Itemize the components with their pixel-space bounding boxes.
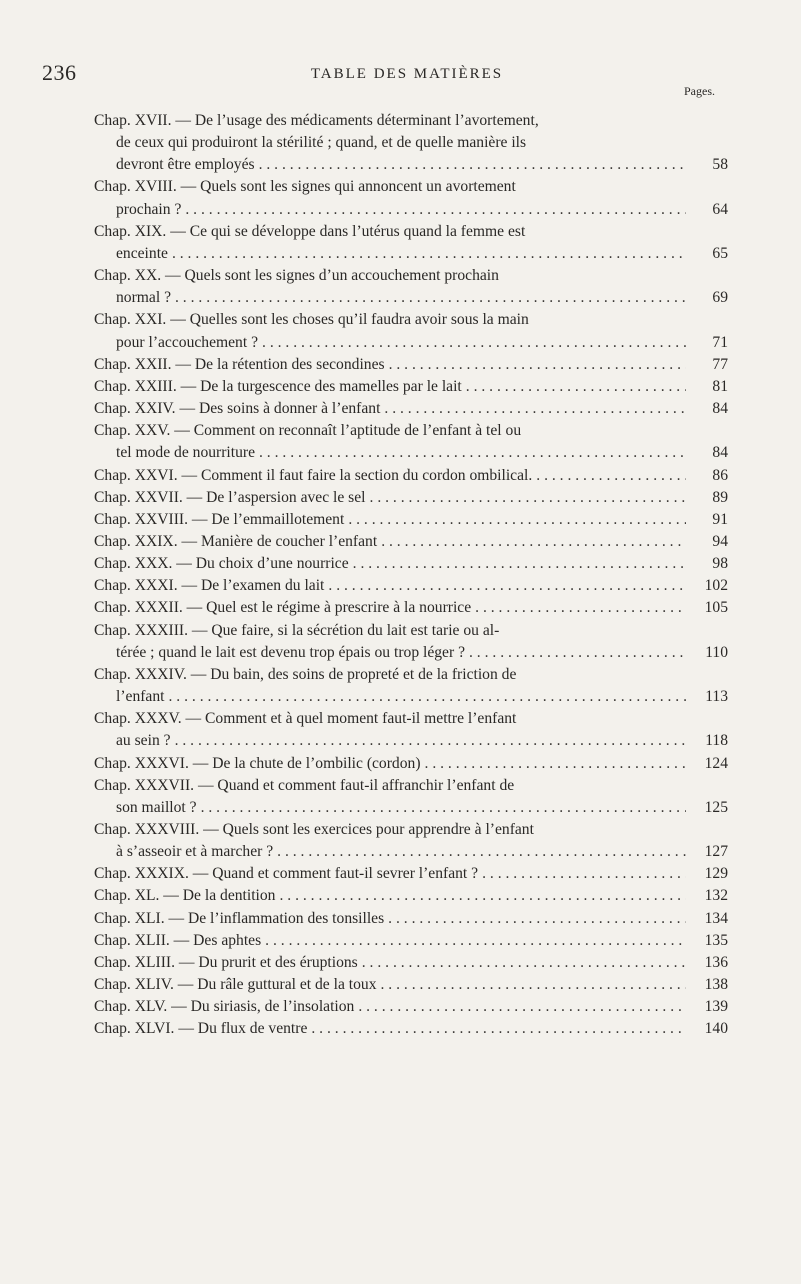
dot-leader	[175, 287, 686, 309]
toc-entry-title-line	[94, 376, 690, 398]
dot-leader	[536, 465, 686, 487]
toc-entry-title-line	[94, 509, 690, 531]
toc-entry-title-line	[94, 531, 690, 553]
running-title: TABLE DES MATIÈRES	[310, 66, 504, 82]
toc-page-number: 132	[704, 887, 728, 905]
toc-entry-title: Chap. XXVI. — Comment il faut faire la section du cordon ombilical.	[94, 466, 533, 484]
toc-entry	[94, 376, 728, 398]
toc-page-number: 71	[712, 333, 728, 351]
toc-entry-title: Chap. XLV. — Du siriasis, de l’insolation	[94, 998, 355, 1016]
dot-leader	[469, 642, 686, 664]
toc-entry	[94, 176, 728, 220]
toc-page-number: 134	[704, 909, 728, 927]
toc-entry-title-line	[94, 841, 690, 863]
toc-entry-line: Chap. XXXV. — Comment et à quel moment faut-il mettre l’enfant	[94, 710, 517, 728]
toc-entry	[94, 509, 728, 531]
dot-leader	[169, 686, 687, 708]
toc-entry	[94, 354, 728, 376]
toc-entry-line: Chap. XVII. — De l’usage des médicaments déterminant l’avortement,	[94, 112, 539, 129]
toc-entry-line: Chap. XXXIV. — Du bain, des soins de propreté et de la friction de	[94, 665, 517, 683]
dot-leader	[265, 930, 686, 952]
toc-entry-title-line	[94, 885, 690, 907]
toc-entry-title-line	[94, 797, 690, 819]
toc-entry-title-line	[94, 974, 690, 996]
table-of-contents	[94, 110, 728, 1041]
toc-page-number: 69	[712, 289, 728, 307]
toc-entry-title-line	[94, 398, 690, 420]
toc-entry	[94, 664, 728, 708]
toc-entry	[94, 420, 728, 464]
toc-entry-title: Chap. XXIX. — Manière de coucher l’enfant	[94, 532, 378, 550]
toc-entry-line: de ceux qui produiront la stérilité ; quand, et de quelle manière ils	[116, 134, 527, 152]
toc-entry-title: Chap. XLI. — De l’inflammation des tonsilles	[94, 909, 385, 927]
toc-entry-title: normal ?	[116, 289, 171, 307]
toc-entry-title: Chap. XLIII. — Du prurit et des éruptions	[94, 953, 358, 971]
toc-entry	[94, 221, 728, 265]
dot-leader	[389, 354, 686, 376]
toc-entry-title: Chap. XLII. — Des aphtes	[94, 931, 262, 949]
toc-page-number: 140	[704, 1020, 728, 1038]
toc-entry	[94, 575, 728, 597]
toc-page-number: 94	[712, 532, 728, 550]
toc-entry	[94, 708, 728, 752]
dot-leader	[328, 575, 686, 597]
toc-entry-title-line	[94, 243, 690, 265]
toc-entry-title-line	[94, 863, 690, 885]
toc-entry	[94, 465, 728, 487]
toc-entry-title: Chap. XLVI. — Du flux de ventre	[94, 1020, 308, 1038]
dot-leader	[259, 154, 686, 176]
toc-page-number: 118	[705, 732, 728, 750]
dot-leader	[370, 487, 686, 509]
toc-entry-title: tel mode de nourriture	[116, 444, 255, 462]
toc-entry-title: Chap. XXXIX. — Quand et comment faut-il sevrer l’enfant ?	[94, 865, 479, 883]
toc-entry-title-line	[94, 686, 690, 708]
toc-page-number: 138	[704, 976, 728, 994]
toc-entry	[94, 620, 728, 664]
toc-entry	[94, 1018, 728, 1040]
toc-entry-title: Chap. XXXII. — Quel est le régime à prescrire à la nourrice	[94, 599, 472, 617]
toc-entry-title-line	[94, 1018, 690, 1040]
toc-page-number: 64	[712, 200, 728, 218]
dot-leader	[358, 996, 686, 1018]
dot-leader	[475, 597, 686, 619]
toc-entry-title: Chap. XL. — De la dentition	[94, 887, 276, 905]
toc-entry-title: Chap. XLIV. — Du râle guttural et de la toux	[94, 976, 377, 994]
toc-entry-line: Chap. XVIII. — Quels sont les signes qui annoncent un avortement	[94, 178, 516, 196]
page-header	[42, 62, 742, 90]
pages-column-label: Pages.	[684, 84, 715, 98]
dot-leader	[348, 509, 686, 531]
toc-entry-title-line	[94, 553, 690, 575]
dot-leader	[259, 442, 686, 464]
toc-entry-title: à s’asseoir et à marcher ?	[116, 843, 274, 861]
toc-entry	[94, 974, 728, 996]
toc-entry-line: Chap. XXXVIII. — Quels sont les exercices pour apprendre à l’enfant	[94, 821, 534, 838]
toc-entry-title-line	[94, 154, 690, 176]
toc-entry	[94, 819, 728, 863]
toc-page-number: 77	[712, 355, 728, 373]
toc-entry	[94, 110, 728, 176]
toc-page-number: 91	[712, 510, 728, 528]
toc-entry-title-line	[94, 730, 690, 752]
toc-entry	[94, 265, 728, 309]
toc-entry-title: Chap. XXX. — Du choix d’une nourrice	[94, 555, 349, 573]
toc-entry	[94, 753, 728, 775]
toc-entry-line: Chap. XXV. — Comment on reconnaît l’aptitude de l’enfant à tel ou	[94, 422, 522, 440]
toc-entry	[94, 775, 728, 819]
toc-entry-title: pour l’accouchement ?	[116, 333, 259, 351]
toc-page-number: 110	[705, 643, 728, 661]
toc-entry-title-line	[94, 575, 690, 597]
toc-page-number: 102	[704, 577, 728, 595]
dot-leader	[201, 797, 686, 819]
toc-entry	[94, 398, 728, 420]
toc-entry-title: Chap. XXXVI. — De la chute de l’ombilic (cordon)	[94, 754, 421, 772]
toc-entry	[94, 996, 728, 1018]
toc-entry-title-line	[94, 642, 690, 664]
dot-leader	[381, 531, 686, 553]
dot-leader	[466, 376, 686, 398]
toc-entry-title: térée ; quand le lait est devenu trop épais ou trop léger ?	[116, 643, 465, 661]
toc-entry	[94, 885, 728, 907]
toc-page-number: 125	[704, 798, 728, 816]
toc-page-number: 89	[712, 488, 728, 506]
toc-entry-line: Chap. XXXVII. — Quand et comment faut-il affranchir l’enfant de	[94, 776, 515, 794]
toc-page-number: 86	[712, 466, 728, 484]
toc-entry	[94, 952, 728, 974]
toc-entry-line: Chap. XIX. — Ce qui se développe dans l’utérus quand la femme est	[94, 222, 526, 240]
toc-entry-title: devront être employés	[116, 156, 255, 174]
dot-leader	[172, 243, 686, 265]
toc-page-number: 84	[712, 400, 728, 418]
toc-entry	[94, 487, 728, 509]
dot-leader	[388, 908, 686, 930]
dot-leader	[262, 332, 686, 354]
toc-entry	[94, 908, 728, 930]
toc-entry-title-line	[94, 287, 690, 309]
toc-page-number: 105	[704, 599, 728, 617]
toc-entry-title-line	[94, 597, 690, 619]
toc-page-number: 81	[712, 377, 728, 395]
dot-leader	[425, 753, 686, 775]
toc-entry-line: Chap. XXXIII. — Que faire, si la sécrétion du lait est tarie ou al-	[94, 621, 500, 639]
toc-entry	[94, 553, 728, 575]
toc-page-number: 124	[704, 754, 728, 772]
toc-page-number: 84	[712, 444, 728, 462]
dot-leader	[482, 863, 686, 885]
dot-leader	[175, 730, 686, 752]
toc-entry-title-line	[94, 465, 690, 487]
toc-entry-title-line	[94, 908, 690, 930]
toc-entry-title: Chap. XXVIII. — De l’emmaillotement	[94, 510, 345, 528]
toc-entry-title-line	[94, 996, 690, 1018]
toc-page-number: 65	[712, 244, 728, 262]
toc-entry-title-line	[94, 753, 690, 775]
toc-entry-title-line	[94, 930, 690, 952]
toc-entry-title-line	[94, 487, 690, 509]
dot-leader	[381, 974, 687, 996]
dot-leader	[185, 199, 686, 221]
dot-leader	[362, 952, 686, 974]
toc-entry-title: prochain ?	[116, 200, 182, 218]
toc-entry-line: Chap. XX. — Quels sont les signes d’un accouchement prochain	[94, 267, 499, 285]
toc-entry	[94, 597, 728, 619]
toc-page-number: 127	[704, 843, 728, 861]
toc-entry-title: Chap. XXII. — De la rétention des secondines	[94, 355, 385, 373]
page-number: 236	[42, 60, 77, 85]
dot-leader	[353, 553, 686, 575]
toc-entry-title-line	[94, 199, 690, 221]
toc-entry-title: au sein ?	[116, 732, 171, 750]
toc-entry-title: Chap. XXVII. — De l’aspersion avec le sel	[94, 488, 366, 506]
toc-page-number: 139	[704, 998, 728, 1016]
toc-page-number: 129	[704, 865, 728, 883]
toc-entry-title: Chap. XXIII. — De la turgescence des mamelles par le lait	[94, 377, 462, 395]
toc-entry	[94, 531, 728, 553]
toc-entry-title-line	[94, 332, 690, 354]
toc-page-number: 113	[705, 688, 728, 706]
toc-entry-title: Chap. XXIV. — Des soins à donner à l’enfant	[94, 400, 381, 418]
toc-entry-title-line	[94, 354, 690, 376]
toc-page-number: 136	[704, 953, 728, 971]
dot-leader	[277, 841, 686, 863]
toc-entry	[94, 309, 728, 353]
toc-entry	[94, 930, 728, 952]
dot-leader	[311, 1018, 686, 1040]
toc-entry-title: son maillot ?	[116, 798, 197, 816]
toc-entry-title: enceinte	[116, 244, 168, 262]
toc-entry-line: Chap. XXI. — Quelles sont les choses qu’il faudra avoir sous la main	[94, 311, 529, 329]
toc-entry-title: Chap. XXXI. — De l’examen du lait	[94, 577, 325, 595]
toc-page-number: 135	[704, 931, 728, 949]
toc-entry-title: l’enfant	[116, 688, 165, 706]
dot-leader	[279, 885, 686, 907]
toc-entry	[94, 863, 728, 885]
toc-entry-title-line	[94, 442, 690, 464]
dot-leader	[384, 398, 686, 420]
toc-entry-title-line	[94, 952, 690, 974]
toc-page-number: 98	[712, 555, 728, 573]
toc-page-number: 58	[712, 156, 728, 174]
